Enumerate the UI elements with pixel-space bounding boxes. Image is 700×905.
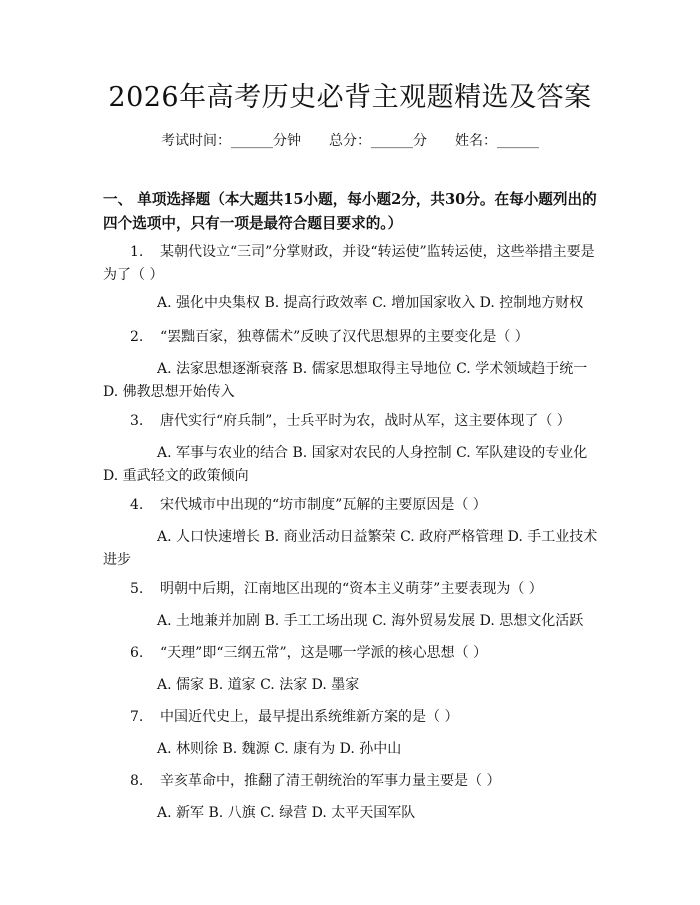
options-text: A. 人口快速增长 B. 商业活动日益繁荣 C. 政府严格管理 D. 手工业技术进步 xyxy=(103,529,598,568)
question-4-options xyxy=(103,526,598,572)
question-2-options xyxy=(103,358,598,404)
question-text: 某朝代设立“三司”分掌财政，并设“转运使”监转运使，这些举措主要是为了（ ） xyxy=(103,244,595,283)
question-5 xyxy=(103,578,598,601)
exam-meta xyxy=(0,131,700,151)
options-text: A. 土地兼并加剧 B. 手工工场出现 C. 海外贸易发展 D. 思想文化活跃 xyxy=(157,613,584,629)
question-number: 3. xyxy=(130,413,144,429)
question-text: 宋代城市中出现的“坊市制度”瓦解的主要原因是（ ） xyxy=(160,497,487,513)
question-number: 4. xyxy=(130,497,144,513)
question-3 xyxy=(103,410,598,433)
question-1-options xyxy=(103,292,598,315)
question-number: 7. xyxy=(130,709,144,725)
options-text: A. 法家思想逐渐衰落 B. 儒家思想取得主导地位 C. 学术领域趋于统一 D. 佛教思想开始传入 xyxy=(103,361,588,400)
section-heading: 一、 单项选择题（本大题共15小题，每小题2分，共30分。在每小题列出的四个选项中，只有一项是最符合题目要求的。） xyxy=(103,191,597,232)
question-number: 5. xyxy=(130,581,144,597)
options-text: A. 林则徐 B. 魏源 C. 康有为 D. 孙中山 xyxy=(157,741,402,757)
page-title: 2026年高考历史必背主观题精选及答案 xyxy=(108,82,592,113)
question-7-options xyxy=(103,738,598,761)
question-4 xyxy=(103,494,598,517)
question-8 xyxy=(103,770,598,793)
question-6 xyxy=(103,642,598,665)
student-name: 姓名：______ xyxy=(455,133,539,149)
question-8-options xyxy=(103,802,598,825)
question-text: “罢黜百家，独尊儒术”反映了汉代思想界的主要变化是（ ） xyxy=(160,329,529,345)
options-text: A. 儒家 B. 道家 C. 法家 D. 墨家 xyxy=(157,677,360,693)
options-text: A. 新军 B. 八旗 C. 绿营 D. 太平天国军队 xyxy=(157,805,416,821)
question-1 xyxy=(103,241,598,287)
question-text: 唐代实行“府兵制”，士兵平时为农，战时从军，这主要体现了（ ） xyxy=(160,413,571,429)
question-number: 6. xyxy=(130,645,144,661)
total-score: 总分：______分 xyxy=(329,133,427,149)
question-number: 2. xyxy=(130,329,144,345)
options-text: A. 强化中央集权 B. 提高行政效率 C. 增加国家收入 D. 控制地方财权 xyxy=(157,295,584,311)
question-text: 中国近代史上，最早提出系统维新方案的是（ ） xyxy=(160,709,459,725)
question-number: 1. xyxy=(130,244,144,260)
question-text: “天理”即“三纲五常”，这是哪一学派的核心思想（ ） xyxy=(160,645,488,661)
question-6-options xyxy=(103,674,598,697)
question-3-options xyxy=(103,442,598,488)
question-7 xyxy=(103,706,598,729)
question-2 xyxy=(103,326,598,349)
options-text: A. 军事与农业的结合 B. 国家对农民的人身控制 C. 军队建设的专业化 D. 重武轻文的政策倾向 xyxy=(103,445,588,484)
question-text: 辛亥革命中，推翻了清王朝统治的军事力量主要是（ ） xyxy=(160,773,501,789)
question-5-options xyxy=(103,610,598,633)
question-number: 8. xyxy=(130,773,144,789)
question-text: 明朝中后期，江南地区出现的“资本主义萌芽”主要表现为（ ） xyxy=(160,581,543,597)
exam-time: 考试时间：______分钟 xyxy=(161,133,301,149)
